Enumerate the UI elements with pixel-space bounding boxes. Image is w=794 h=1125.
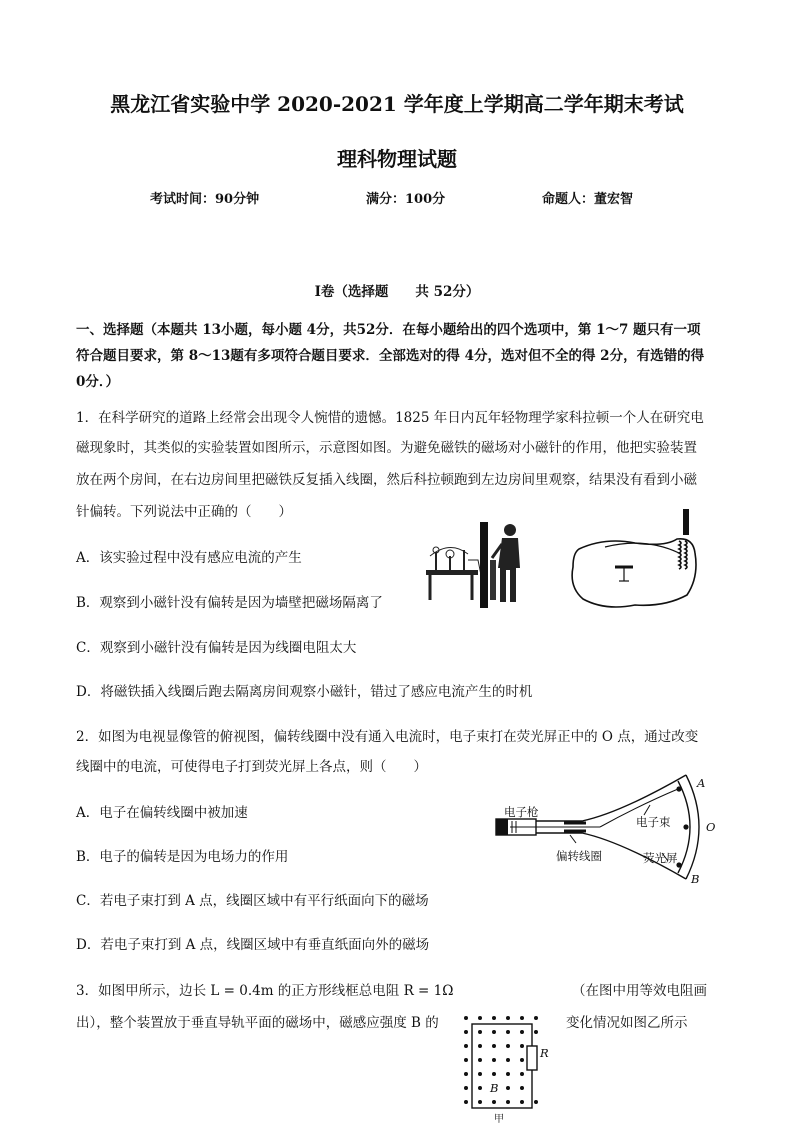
instruction-line: 0分．） [76, 374, 120, 390]
exam-subtitle: 理科物理试题 [337, 147, 457, 171]
section-heading: Ⅰ卷（选择题 共 52分） [314, 284, 480, 300]
q2-crt-figure [490, 765, 720, 895]
full-score: 满分：100分 [366, 192, 446, 207]
q2-label-coil: 偏转线圈 [556, 849, 602, 863]
exam-title: 黑龙江省实验中学 2020-2021 学年度上学期高二学年期末考试 [110, 92, 684, 116]
q1-text-line: 1．在科学研究的道路上经常会出现令人惋惜的遗憾。1825 年日内瓦年轻物理学家科拉顿一个人在研究电 [76, 410, 704, 426]
q1-schematic-figure [565, 507, 705, 617]
q2-option-b: B．电子的偏转是因为电场力的作用 [76, 849, 289, 865]
q1-option-b: B．观察到小磁针没有偏转是因为墙壁把磁场隔离了 [76, 595, 383, 611]
q3-text-line: 3．如图甲所示，边长 L = 0.4m 的正方形线框总电阻 R = 1Ω [76, 983, 454, 999]
q3-caption: 甲 [494, 1114, 504, 1125]
q1-option-d: D．将磁铁插入线圈后跑去隔离房间观察小磁针，错过了感应电流产生的时机 [76, 684, 533, 700]
q3-text-line: 出），整个装置放于垂直导轨平面的磁场中，磁感应强度 B 的 [76, 1015, 439, 1031]
q3-label-b: B [490, 1081, 499, 1095]
q3-label-r: R [540, 1046, 549, 1060]
q2-label-a: A [697, 776, 706, 790]
q1-option-c: C．观察到小磁针没有偏转是因为线圈电阻太大 [76, 640, 357, 656]
q2-option-c: C．若电子束打到 A 点，线圈区域中有平行纸面向下的磁场 [76, 893, 429, 909]
instruction-line: 一、选择题（本题共 13小题，每小题 4分，共52分．在每小题给出的四个选项中，第 1～7 题只有一项 [76, 322, 701, 338]
q2-option-d: D．若电子束打到 A 点，线圈区域中有垂直纸面向外的磁场 [76, 937, 430, 953]
q2-text-line: 2．如图为电视显像管的俯视图，偏转线圈中没有通入电流时，电子束打在荧光屏正中的 O 点，通过改变 [76, 729, 699, 745]
q2-text-line: 线圈中的电流，可使得电子打到荧光屏上各点，则（ ） [76, 759, 427, 775]
author: 命题人：董宏智 [542, 192, 634, 207]
q1-text-line: 磁现象时，其类似的实验装置如图所示，示意图如图。为避免磁铁的磁场对小磁针的作用，他把实验装置 [76, 440, 697, 456]
exam-time: 考试时间：90分钟 [150, 192, 260, 207]
q2-label-o: O [706, 820, 716, 834]
q3-frame-figure [458, 1012, 558, 1123]
q3-text-line: 变化情况如图乙所示 [566, 1015, 688, 1031]
q2-label-beam: 电子束 [636, 815, 671, 829]
q1-option-a: A．该实验过程中没有感应电流的产生 [76, 550, 302, 566]
q2-label-screen: 荧光屏 [643, 851, 678, 865]
q2-label-b: B [691, 872, 700, 886]
q1-lab-figure [420, 520, 538, 610]
q1-text-line: 放在两个房间，在右边房间里把磁铁反复插入线圈，然后科拉顿跑到左边房间里观察，结果没有看到小磁 [76, 472, 697, 488]
q2-option-a: A．电子在偏转线圈中被加速 [76, 805, 248, 821]
q1-text-line: 针偏转。下列说法中正确的（ ） [76, 504, 292, 520]
q2-label-gun: 电子枪 [504, 805, 539, 819]
instruction-line: 符合题目要求，第 8～13题有多项符合题目要求．全部选对的得 4分，选对但不全的得 2分，有选错的得 [76, 348, 705, 364]
q3-text-line: （在图中用等效电阻画 [572, 983, 707, 999]
